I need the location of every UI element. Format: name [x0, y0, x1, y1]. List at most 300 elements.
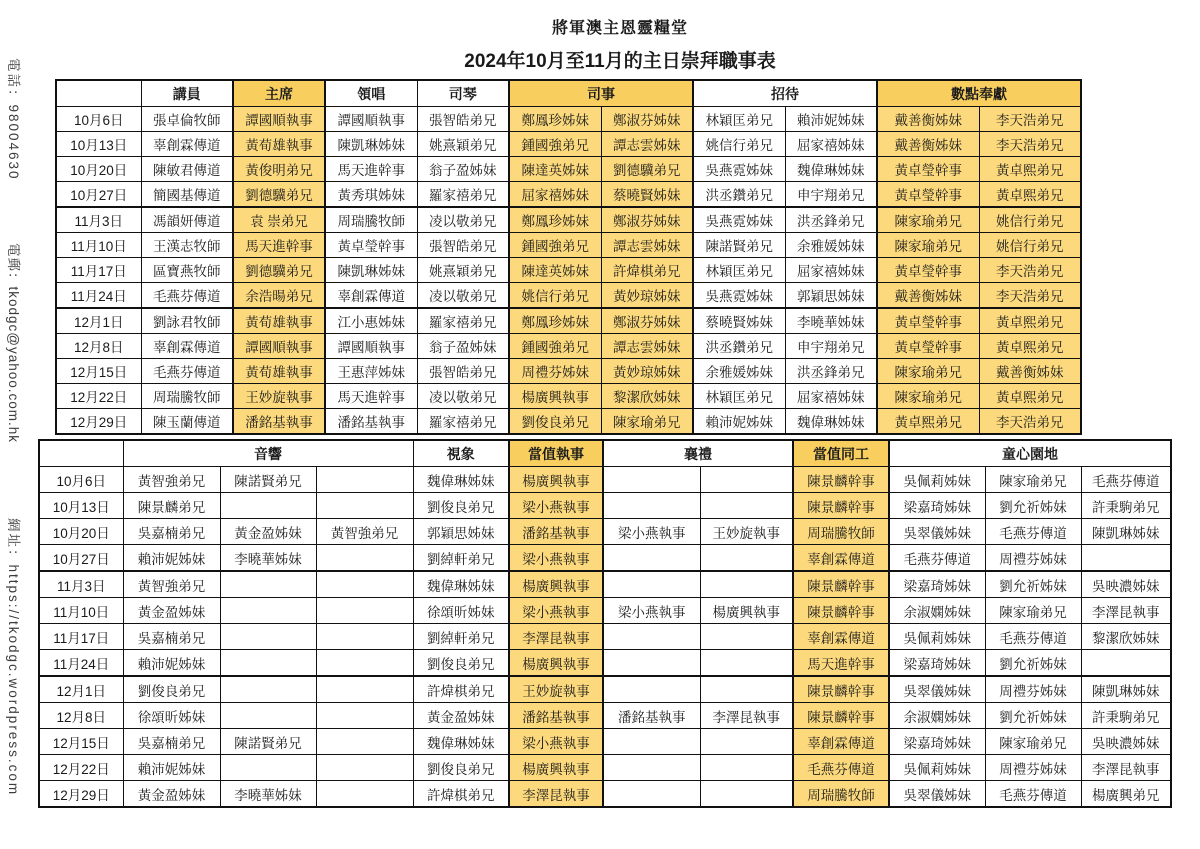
- duty-cell: 姚熹穎弟兄: [417, 132, 509, 157]
- duty-cell: [603, 467, 700, 493]
- duty-cell: 黃荀雄執事: [233, 359, 325, 384]
- duty-cell: [700, 781, 793, 808]
- date-cell: 10月13日: [39, 493, 123, 519]
- duty-cell: 張智皓弟兄: [417, 107, 509, 132]
- duty-cell: [1081, 650, 1171, 677]
- duty-cell: 劉綽軒弟兄: [413, 545, 509, 572]
- duty-cell: 李曉華姊妹: [785, 308, 877, 334]
- duty-cell: 陳敏君傳道: [141, 157, 233, 182]
- duty-cell: 毛燕芬傳道: [793, 755, 889, 781]
- page-title: 將軍澳主恩靈糧堂: [551, 20, 688, 37]
- duty-cell: 賴沛妮姊妹: [123, 650, 220, 677]
- duty-cell: 許煒棋弟兄: [413, 781, 509, 808]
- duty-cell: 陳凱琳姊妹: [1081, 676, 1171, 703]
- duty-cell: 屈家禧姊妹: [785, 258, 877, 283]
- column-header: 當值同工: [793, 440, 889, 467]
- duty-cell: 馬天進幹事: [793, 650, 889, 677]
- column-header: 司琴: [417, 80, 509, 107]
- roster-row: [39, 781, 1171, 808]
- duty-cell: 陳達英姊妹: [509, 157, 601, 182]
- duty-cell: 陳凱琳姊妹: [325, 132, 417, 157]
- duty-cell: 徐頌昕姊妹: [123, 703, 220, 729]
- roster-row: [56, 107, 1081, 132]
- duty-cell: [316, 703, 413, 729]
- duty-cell: 梁小燕執事: [603, 519, 700, 545]
- duty-cell: 劉俊良弟兄: [413, 650, 509, 677]
- duty-cell: 梁小燕執事: [509, 545, 603, 572]
- date-cell: 12月8日: [56, 334, 141, 359]
- duty-cell: 吳映濃姊妹: [1081, 571, 1171, 598]
- duty-cell: 黃卓瑩幹事: [325, 233, 417, 258]
- duty-cell: 毛燕芬傳道: [985, 519, 1081, 545]
- duty-cell: 賴沛妮姊妹: [785, 107, 877, 132]
- roster-row: [56, 334, 1081, 359]
- duty-cell: 鄭鳳珍姊妹: [509, 107, 601, 132]
- date-cell: 11月3日: [39, 571, 123, 598]
- column-header: 領唱: [325, 80, 417, 107]
- roster-row: [56, 207, 1081, 233]
- duty-cell: 黃智強弟兄: [123, 571, 220, 598]
- duty-cell: 吳燕霓姊妹: [693, 157, 785, 182]
- duty-cell: [316, 545, 413, 572]
- duty-cell: 黃智強弟兄: [316, 519, 413, 545]
- duty-cell: 劉德驥弟兄: [601, 157, 693, 182]
- duty-cell: 劉允祈姊妹: [985, 493, 1081, 519]
- duty-cell: 陳景麟幹事: [793, 676, 889, 703]
- duty-cell: 鍾國強弟兄: [509, 334, 601, 359]
- duty-cell: 馮韻妍傳道: [141, 207, 233, 233]
- duty-cell: 梁嘉琦姊妹: [889, 493, 985, 519]
- duty-cell: 洪丞鑽弟兄: [693, 334, 785, 359]
- duty-cell: 吳翠儀姊妹: [889, 519, 985, 545]
- duty-cell: 鍾國強弟兄: [509, 132, 601, 157]
- duty-cell: 王妙旋執事: [700, 519, 793, 545]
- page-subtitle: 2024年10月至11月的主日崇拜職事表: [464, 51, 776, 72]
- duty-cell: 周禮芬姊妹: [985, 545, 1081, 572]
- duty-cell: 陳景麟幹事: [793, 703, 889, 729]
- duty-cell: 郭穎思姊妹: [413, 519, 509, 545]
- duty-cell: 張卓倫牧師: [141, 107, 233, 132]
- duty-cell: 陳家瑜弟兄: [985, 467, 1081, 493]
- duty-cell: 劉德驥弟兄: [233, 182, 325, 208]
- duty-cell: [1081, 545, 1171, 572]
- duty-cell: 黃卓熙弟兄: [979, 334, 1081, 359]
- duty-cell: 劉俊良弟兄: [123, 676, 220, 703]
- duty-cell: 潘銘基執事: [325, 409, 417, 435]
- duty-cell: 李天浩弟兄: [979, 132, 1081, 157]
- team-roster-header: [39, 440, 1171, 467]
- roster-row: [56, 258, 1081, 283]
- duty-cell: 吳翠儀姊妹: [889, 676, 985, 703]
- duty-cell: 江小惠姊妹: [325, 308, 417, 334]
- duty-cell: 李曉華姊妹: [220, 545, 316, 572]
- duty-cell: 劉俊良弟兄: [413, 493, 509, 519]
- duty-cell: 吳翠儀姊妹: [889, 781, 985, 808]
- roster-row: [39, 650, 1171, 677]
- date-cell: 12月29日: [39, 781, 123, 808]
- column-header: 數點奉獻: [877, 80, 1081, 107]
- date-cell: 12月15日: [56, 359, 141, 384]
- duty-cell: [603, 545, 700, 572]
- duty-cell: 鄭淑芬姊妹: [601, 107, 693, 132]
- duty-cell: 洪丞鑽弟兄: [693, 182, 785, 208]
- duty-cell: 陳家瑜弟兄: [601, 409, 693, 435]
- duty-cell: 李天浩弟兄: [979, 258, 1081, 283]
- duty-cell: 梁小燕執事: [509, 598, 603, 624]
- duty-cell: 張智皓弟兄: [417, 359, 509, 384]
- column-header: 主席: [233, 80, 325, 107]
- duty-cell: 梁嘉琦姊妹: [889, 650, 985, 677]
- duty-cell: 姚信行弟兄: [979, 233, 1081, 258]
- duty-cell: [700, 545, 793, 572]
- duty-cell: 李天浩弟兄: [979, 283, 1081, 309]
- duty-cell: 黃卓瑩幹事: [877, 308, 979, 334]
- date-cell: 12月22日: [39, 755, 123, 781]
- duty-cell: [220, 650, 316, 677]
- duty-cell: 魏偉琳姊妹: [785, 409, 877, 435]
- duty-cell: 王惠萍姊妹: [325, 359, 417, 384]
- service-roster-header: [56, 80, 1081, 107]
- duty-cell: 陳諾賢弟兄: [220, 729, 316, 755]
- duty-cell: 李天浩弟兄: [979, 107, 1081, 132]
- roster-row: [39, 729, 1171, 755]
- date-cell: 11月3日: [56, 207, 141, 233]
- duty-cell: 戴善衡姊妹: [877, 132, 979, 157]
- duty-cell: 魏偉琳姊妹: [785, 157, 877, 182]
- column-header: 司事: [509, 80, 693, 107]
- date-cell: 12月1日: [56, 308, 141, 334]
- duty-cell: 劉德驥弟兄: [233, 258, 325, 283]
- duty-cell: 毛燕芬傳道: [985, 624, 1081, 650]
- column-header: 招待: [693, 80, 877, 107]
- date-cell: 11月17日: [39, 624, 123, 650]
- duty-cell: 劉允祈姊妹: [985, 571, 1081, 598]
- duty-cell: 周瑞騰牧師: [793, 519, 889, 545]
- duty-cell: 辜創霖傳道: [793, 624, 889, 650]
- duty-cell: 戴善衡姊妹: [877, 107, 979, 132]
- duty-cell: [700, 493, 793, 519]
- duty-cell: 黃卓瑩幹事: [877, 334, 979, 359]
- duty-cell: 黃卓熙弟兄: [877, 409, 979, 435]
- duty-cell: 陳諾賢弟兄: [220, 467, 316, 493]
- duty-cell: 翁子盈姊妹: [417, 157, 509, 182]
- duty-cell: [316, 729, 413, 755]
- duty-cell: 吳佩莉姊妹: [889, 624, 985, 650]
- duty-cell: 陳景麟幹事: [793, 598, 889, 624]
- column-header: 音響: [123, 440, 413, 467]
- duty-cell: 劉俊良弟兄: [509, 409, 601, 435]
- duty-cell: 陳景麟幹事: [793, 571, 889, 598]
- date-cell: 11月10日: [39, 598, 123, 624]
- duty-cell: 張智皓弟兄: [417, 233, 509, 258]
- duty-cell: 許秉駒弟兄: [1081, 703, 1171, 729]
- duty-cell: 譚國順執事: [233, 334, 325, 359]
- duty-cell: 林穎匡弟兄: [693, 107, 785, 132]
- date-cell: 12月1日: [39, 676, 123, 703]
- duty-cell: 賴沛妮姊妹: [123, 545, 220, 572]
- duty-cell: [316, 624, 413, 650]
- duty-cell: [220, 703, 316, 729]
- duty-cell: 劉俊良弟兄: [413, 755, 509, 781]
- duty-cell: 周瑞騰牧師: [141, 384, 233, 409]
- duty-cell: [220, 755, 316, 781]
- duty-cell: 陳家瑜弟兄: [877, 207, 979, 233]
- duty-cell: 申宇翔弟兄: [785, 182, 877, 208]
- date-cell: 12月29日: [56, 409, 141, 435]
- date-cell: 12月15日: [39, 729, 123, 755]
- duty-cell: 黃秀琪姊妹: [325, 182, 417, 208]
- duty-cell: 余雅媛姊妹: [693, 359, 785, 384]
- duty-cell: 羅家禧弟兄: [417, 182, 509, 208]
- duty-cell: 吳燕霓姊妹: [693, 207, 785, 233]
- duty-cell: 黃俊明弟兄: [233, 157, 325, 182]
- duty-cell: 吳佩莉姊妹: [889, 755, 985, 781]
- duty-cell: 譚國順執事: [325, 107, 417, 132]
- duty-cell: 李澤昆執事: [700, 703, 793, 729]
- duty-cell: 羅家禧弟兄: [417, 308, 509, 334]
- duty-cell: 吳映濃姊妹: [1081, 729, 1171, 755]
- duty-cell: 梁小燕執事: [603, 598, 700, 624]
- duty-cell: [220, 493, 316, 519]
- team-roster-body: [39, 467, 1171, 808]
- duty-cell: 陳家瑜弟兄: [877, 384, 979, 409]
- duty-cell: 吳嘉楠弟兄: [123, 624, 220, 650]
- duty-cell: 徐頌昕姊妹: [413, 598, 509, 624]
- date-cell: 12月22日: [56, 384, 141, 409]
- roster-row: [39, 676, 1171, 703]
- date-cell: 11月24日: [39, 650, 123, 677]
- roster-row: [56, 157, 1081, 182]
- duty-cell: 陳家瑜弟兄: [877, 233, 979, 258]
- duty-cell: 簡國基傳道: [141, 182, 233, 208]
- duty-cell: 梁嘉琦姊妹: [889, 571, 985, 598]
- duty-cell: [603, 755, 700, 781]
- date-cell: 10月20日: [56, 157, 141, 182]
- duty-cell: 楊廣興執事: [509, 571, 603, 598]
- duty-cell: 劉綽軒弟兄: [413, 624, 509, 650]
- duty-cell: [603, 571, 700, 598]
- duty-cell: 申宇翔弟兄: [785, 334, 877, 359]
- duty-cell: 魏偉琳姊妹: [413, 729, 509, 755]
- duty-cell: [603, 650, 700, 677]
- duty-cell: [316, 571, 413, 598]
- duty-cell: 劉允祈姊妹: [985, 650, 1081, 677]
- duty-cell: 黃卓瑩幹事: [877, 157, 979, 182]
- duty-cell: 鍾國強弟兄: [509, 233, 601, 258]
- duty-cell: [316, 755, 413, 781]
- duty-cell: 陳諾賢弟兄: [693, 233, 785, 258]
- date-cell: 10月6日: [56, 107, 141, 132]
- duty-cell: 黃卓瑩幹事: [877, 258, 979, 283]
- duty-cell: 李曉華姊妹: [220, 781, 316, 808]
- sheet-header: [40, 0, 1200, 73]
- duty-cell: 辜創霖傳道: [793, 729, 889, 755]
- roster-row: [39, 571, 1171, 598]
- duty-cell: 毛燕芬傳道: [141, 283, 233, 309]
- duty-cell: 潘銘基執事: [603, 703, 700, 729]
- roster-row: [39, 755, 1171, 781]
- duty-cell: 陳景麟弟兄: [123, 493, 220, 519]
- duty-cell: 劉詠君牧師: [141, 308, 233, 334]
- duty-cell: [700, 571, 793, 598]
- duty-cell: 余雅媛姊妹: [785, 233, 877, 258]
- duty-cell: 凌以敬弟兄: [417, 207, 509, 233]
- duty-cell: [316, 598, 413, 624]
- duty-cell: 蔡曉賢姊妹: [601, 182, 693, 208]
- column-header: 講員: [141, 80, 233, 107]
- duty-cell: 辜創霖傳道: [325, 283, 417, 309]
- contact-phone-label: 電話：98004630: [6, 58, 21, 181]
- duty-cell: [700, 624, 793, 650]
- duty-cell: [700, 729, 793, 755]
- duty-cell: 蔡曉賢姊妹: [693, 308, 785, 334]
- duty-cell: 吳燕霓姊妹: [693, 283, 785, 309]
- duty-cell: 楊廣興弟兄: [1081, 781, 1171, 808]
- contact-website-label: 網址：https://tkodgc.wordpress.com: [6, 518, 21, 797]
- roster-row: [39, 519, 1171, 545]
- duty-cell: [700, 676, 793, 703]
- corner-cell: [39, 440, 123, 467]
- roster-row: [39, 624, 1171, 650]
- duty-cell: 黎潔欣姊妹: [601, 384, 693, 409]
- date-cell: 10月6日: [39, 467, 123, 493]
- duty-cell: 黎潔欣姊妹: [1081, 624, 1171, 650]
- duty-cell: [603, 624, 700, 650]
- duty-cell: 許秉駒弟兄: [1081, 493, 1171, 519]
- duty-cell: 鄭鳳珍姊妹: [509, 308, 601, 334]
- duty-cell: 劉允祈姊妹: [985, 703, 1081, 729]
- duty-cell: [603, 676, 700, 703]
- duty-cell: 周禮芬姊妹: [509, 359, 601, 384]
- duty-cell: 鄭鳳珍姊妹: [509, 207, 601, 233]
- duty-cell: 楊廣興執事: [509, 467, 603, 493]
- duty-cell: 陳凱琳姊妹: [1081, 519, 1171, 545]
- duty-cell: 潘銘基執事: [233, 409, 325, 435]
- date-cell: 12月8日: [39, 703, 123, 729]
- duty-cell: 楊廣興執事: [509, 650, 603, 677]
- duty-cell: 郭穎思姊妹: [785, 283, 877, 309]
- duty-cell: 魏偉琳姊妹: [413, 467, 509, 493]
- duty-cell: 黃荀雄執事: [233, 308, 325, 334]
- roster-row: [39, 598, 1171, 624]
- duty-cell: [603, 493, 700, 519]
- duty-cell: 王妙旋執事: [509, 676, 603, 703]
- roster-row: [56, 409, 1081, 435]
- duty-cell: 魏偉琳姊妹: [413, 571, 509, 598]
- duty-cell: [316, 493, 413, 519]
- duty-cell: 吳佩莉姊妹: [889, 467, 985, 493]
- roster-row: [56, 308, 1081, 334]
- duty-cell: 李澤昆執事: [1081, 755, 1171, 781]
- duty-cell: 楊廣興執事: [700, 598, 793, 624]
- duty-cell: [700, 755, 793, 781]
- duty-cell: 楊廣興執事: [509, 384, 601, 409]
- roster-row: [56, 233, 1081, 258]
- duty-cell: 毛燕芬傳道: [1081, 467, 1171, 493]
- duty-cell: [603, 729, 700, 755]
- service-team-roster-table: [38, 439, 1172, 808]
- date-cell: 10月20日: [39, 519, 123, 545]
- duty-cell: 王妙旋執事: [233, 384, 325, 409]
- duty-cell: 洪丞鋒弟兄: [785, 207, 877, 233]
- duty-cell: 梁小燕執事: [509, 729, 603, 755]
- duty-cell: 毛燕芬傳道: [889, 545, 985, 572]
- duty-cell: 陳景麟幹事: [793, 493, 889, 519]
- duty-cell: 李澤昆執事: [509, 624, 603, 650]
- date-cell: 11月10日: [56, 233, 141, 258]
- duty-cell: [220, 598, 316, 624]
- duty-cell: 姚熹穎弟兄: [417, 258, 509, 283]
- roster-row: [56, 283, 1081, 309]
- duty-cell: 黃妙琼姊妹: [601, 283, 693, 309]
- duty-cell: 屈家禧姊妹: [785, 384, 877, 409]
- duty-cell: 黃妙琼姊妹: [601, 359, 693, 384]
- duty-cell: [316, 676, 413, 703]
- roster-row: [56, 384, 1081, 409]
- duty-cell: 區寶燕牧師: [141, 258, 233, 283]
- corner-cell: [56, 80, 141, 107]
- date-cell: 10月27日: [56, 182, 141, 208]
- duty-cell: 洪丞鋒弟兄: [785, 359, 877, 384]
- column-header: 襄禮: [603, 440, 793, 467]
- duty-cell: 毛燕芬傳道: [141, 359, 233, 384]
- roster-row: [39, 545, 1171, 572]
- column-header: 童心園地: [889, 440, 1171, 467]
- duty-cell: 余淑嫻姊妹: [889, 703, 985, 729]
- duty-cell: [316, 650, 413, 677]
- duty-cell: 毛燕芬傳道: [985, 781, 1081, 808]
- duty-cell: 戴善衡姊妹: [877, 283, 979, 309]
- date-cell: 11月17日: [56, 258, 141, 283]
- duty-cell: 姚信行弟兄: [979, 207, 1081, 233]
- duty-cell: 譚志雲姊妹: [601, 132, 693, 157]
- duty-cell: [220, 571, 316, 598]
- duty-cell: [220, 624, 316, 650]
- duty-cell: [316, 467, 413, 493]
- duty-cell: 凌以敬弟兄: [417, 283, 509, 309]
- duty-cell: 陳達英姊妹: [509, 258, 601, 283]
- duty-cell: 黃金盈姊妹: [413, 703, 509, 729]
- duty-cell: 黃智強弟兄: [123, 467, 220, 493]
- duty-cell: 梁嘉琦姊妹: [889, 729, 985, 755]
- duty-cell: 譚國順執事: [325, 334, 417, 359]
- duty-cell: 林穎匡弟兄: [693, 384, 785, 409]
- duty-cell: [220, 676, 316, 703]
- duty-cell: 李澤昆執事: [509, 781, 603, 808]
- duty-cell: 馬天進幹事: [233, 233, 325, 258]
- duty-cell: 吳嘉楠弟兄: [123, 729, 220, 755]
- contact-email-label: 電郵：tkodgc@yahoo.com.hk: [6, 243, 21, 444]
- duty-cell: 鄭淑芬姊妹: [601, 308, 693, 334]
- duty-cell: 譚國順執事: [233, 107, 325, 132]
- duty-cell: 翁子盈姊妹: [417, 334, 509, 359]
- duty-cell: 李天浩弟兄: [979, 409, 1081, 435]
- duty-cell: 鄭淑芬姊妹: [601, 207, 693, 233]
- duty-cell: 周瑞騰牧師: [325, 207, 417, 233]
- duty-cell: 凌以敬弟兄: [417, 384, 509, 409]
- duty-cell: 黃金盈姊妹: [123, 598, 220, 624]
- date-cell: 10月27日: [39, 545, 123, 572]
- duty-cell: 陳玉蘭傳道: [141, 409, 233, 435]
- column-header: 當值執事: [509, 440, 603, 467]
- column-header: 視象: [413, 440, 509, 467]
- duty-cell: 黃金盈姊妹: [220, 519, 316, 545]
- roster-row: [39, 467, 1171, 493]
- duty-cell: 許煒棋弟兄: [601, 258, 693, 283]
- duty-cell: 陳家瑜弟兄: [985, 729, 1081, 755]
- duty-cell: 周禮芬姊妹: [985, 755, 1081, 781]
- duty-cell: [700, 650, 793, 677]
